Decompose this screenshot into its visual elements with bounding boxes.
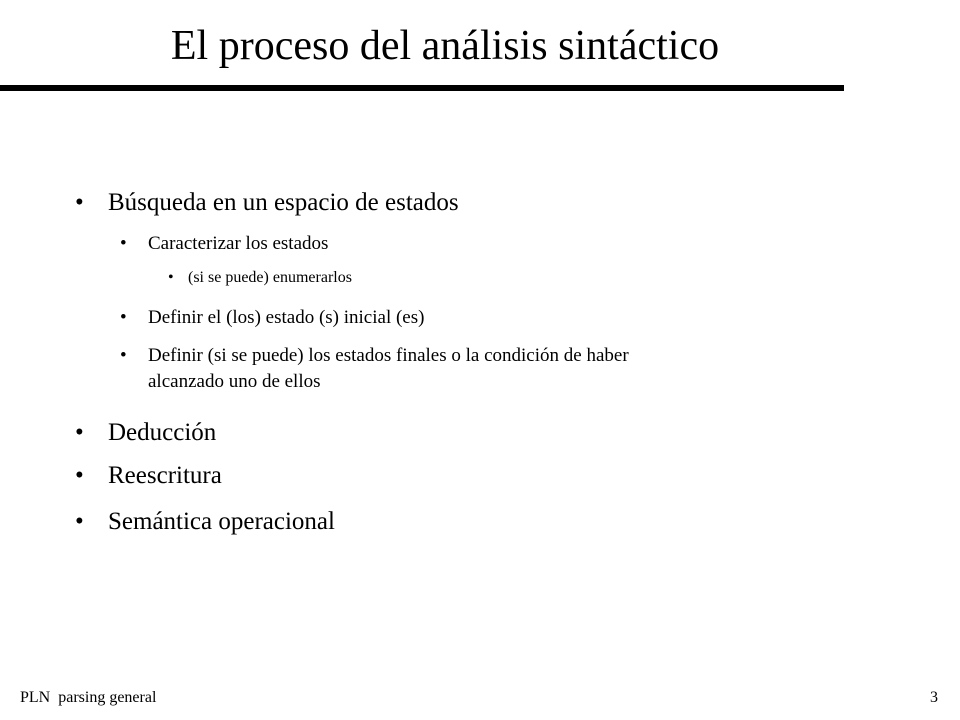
bullet-text: Reescritura (108, 462, 222, 489)
bullet-dot: • (75, 189, 84, 216)
bullet-text: Caracterizar los estados (148, 233, 329, 254)
bullet-text: Definir (si se puede) los estados finales o la condición de haber (148, 345, 629, 366)
bullet-dot: • (75, 508, 84, 535)
title-divider (0, 85, 844, 91)
bullet-dot: • (75, 462, 84, 489)
slide-title: El proceso del análisis sintáctico (170, 23, 720, 69)
bullet-dot: • (168, 269, 174, 286)
footer-label: PLN parsing general (20, 689, 157, 706)
bullet-dot: • (120, 345, 127, 366)
bullet-dot: • (75, 419, 84, 446)
bullet-text: Definir el (los) estado (s) inicial (es) (148, 307, 425, 328)
bullet-text: (si se puede) enumerarlos (188, 269, 352, 286)
bullet-text: Búsqueda en un espacio de estados (108, 189, 459, 216)
bullet-dot: • (120, 307, 127, 328)
bullet-text: Semántica operacional (108, 508, 335, 535)
bullet-text: Deducción (108, 419, 217, 446)
bullet-dot: • (120, 233, 127, 254)
page-number: 3 (930, 689, 938, 706)
bullet-text-continuation: alcanzado uno de ellos (148, 371, 321, 392)
